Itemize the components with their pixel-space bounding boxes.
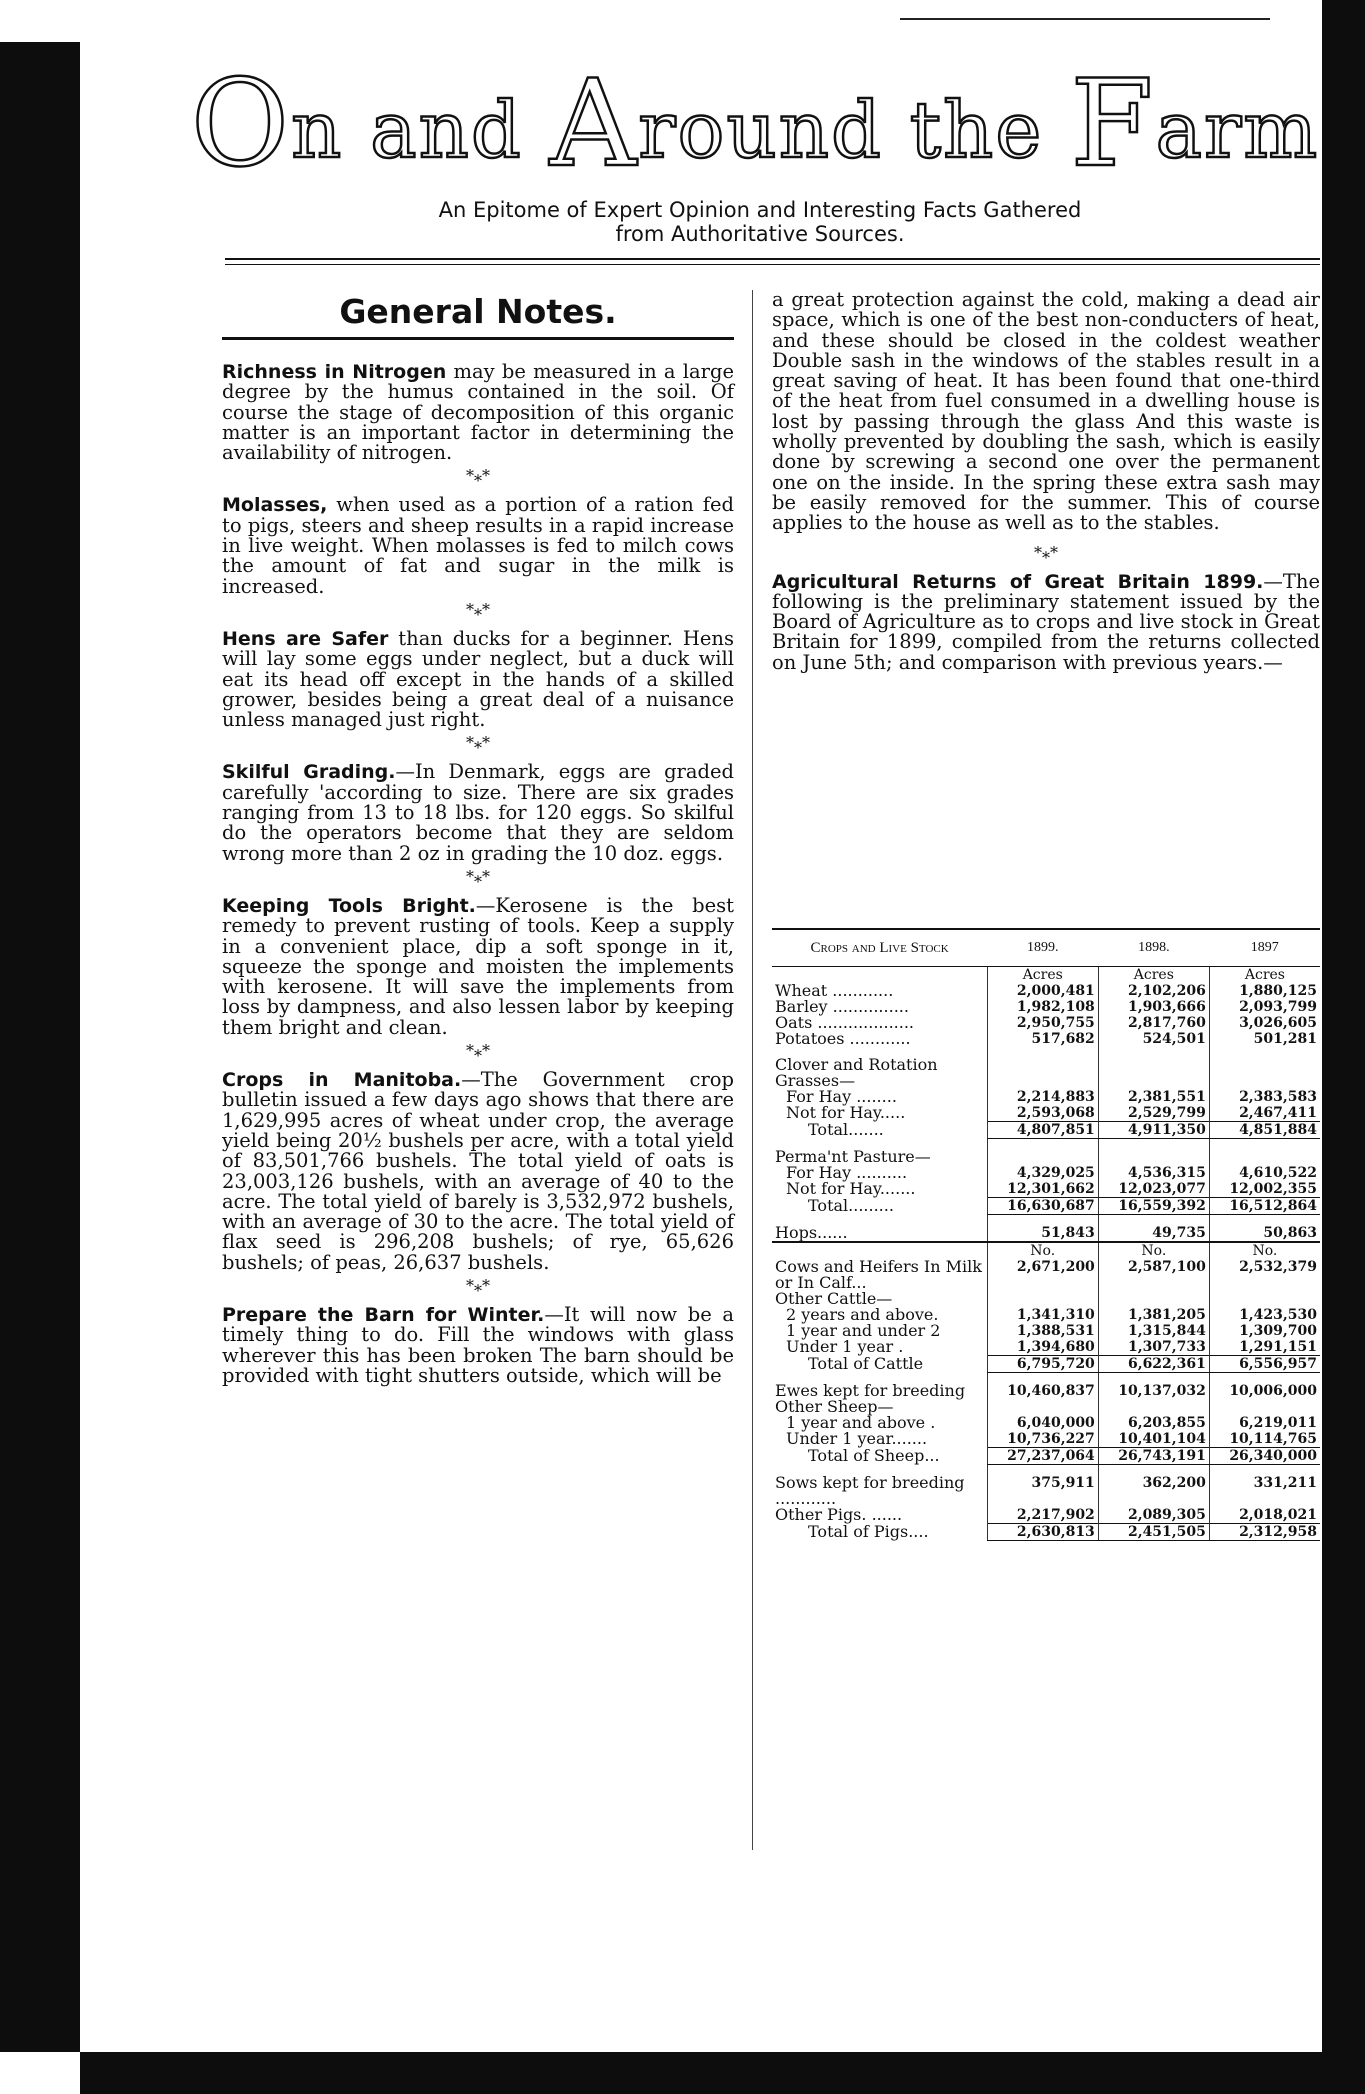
article-separator: *⁎* — [466, 1041, 490, 1061]
table-row — [772, 1198, 1320, 1215]
table-row-label: Hops...... — [772, 1225, 987, 1242]
table-cell: Acres — [987, 967, 1098, 984]
table-gap-cell — [1209, 1139, 1320, 1150]
table-row — [772, 1215, 1320, 1226]
table-cell: 517,682 — [987, 1031, 1098, 1047]
table-header-label: Crops and Live Stock — [772, 929, 987, 967]
table-row-label: For Hay ........ — [786, 1087, 897, 1106]
table-row — [772, 1448, 1320, 1465]
table-gap-cell — [1098, 1215, 1209, 1226]
table-row-label: Under 1 year . — [786, 1337, 904, 1356]
agri-returns-lead: Agricultural Returns of Great Britain 1899. — [772, 570, 1264, 593]
table-row — [772, 1524, 1320, 1541]
left-articles — [222, 362, 734, 1386]
table-row-label: For Hay .......... — [786, 1163, 908, 1182]
title-initial-o: O — [190, 55, 292, 194]
table-cell: 501,281 — [1209, 1031, 1320, 1047]
table-cell: 2,000,481 — [987, 983, 1098, 999]
table-gap-cell — [1098, 1047, 1209, 1057]
article-lead: Crops in Manitoba. — [222, 1069, 462, 1092]
table-cell: 6,795,720 — [987, 1356, 1098, 1373]
table-cell: 3,026,605 — [1209, 1015, 1320, 1031]
article-body: when used as a portion of a ration fed to pigs, steers and sheep results in a rapid increase in live weight. When molasses is fed to milch cows the amount of fat and sugar in the milk is increased. — [222, 493, 734, 598]
column-divider — [752, 290, 753, 1850]
agri-returns-body: —The following is the preliminary statement issued by the Board of Agriculture as to crops and live stock in Great Britain for 1899, compiled from the returns collected on June 5th; and comparison with previous years.— — [772, 569, 1320, 674]
table-row — [772, 1356, 1320, 1373]
table-row-label: Total of Pigs.... — [808, 1521, 929, 1541]
table-cell — [987, 1149, 1098, 1165]
table-cell: 1,423,530 — [1209, 1307, 1320, 1323]
table-row — [772, 1122, 1320, 1139]
table-cell: 10,460,837 — [987, 1383, 1098, 1399]
table-cell: 1,381,205 — [1098, 1307, 1209, 1323]
table-cell — [987, 1057, 1098, 1089]
article-5 — [222, 1070, 734, 1273]
table-cell — [1098, 1399, 1209, 1415]
table-cell: 6,219,011 — [1209, 1415, 1320, 1431]
table-cell: 26,340,000 — [1209, 1448, 1320, 1465]
table-cell: 51,843 — [987, 1225, 1098, 1242]
article-0 — [222, 362, 734, 463]
table-cell — [987, 1291, 1098, 1307]
article-separator: *⁎* — [1034, 542, 1058, 562]
table-gap-cell — [1209, 1047, 1320, 1057]
table-cell: 1,291,151 — [1209, 1339, 1320, 1356]
table-gap-cell — [987, 1373, 1098, 1384]
scan-border-bottom — [80, 2052, 1322, 2094]
table-row-label: 1 year and under 2 — [786, 1321, 941, 1340]
article-separator: *⁎* — [466, 599, 490, 619]
table-gap-cell — [987, 1047, 1098, 1057]
table-gap-cell — [1098, 1139, 1209, 1150]
masthead-rule-top — [225, 258, 1320, 260]
table-cell: 375,911 — [987, 1475, 1098, 1507]
table-cell — [987, 1399, 1098, 1415]
table-row-label: Other Cattle— — [775, 1289, 893, 1308]
table-cell: 6,622,361 — [1098, 1356, 1209, 1373]
table-gap-cell — [1209, 1215, 1320, 1226]
table-header-row — [772, 929, 1320, 967]
table-cell: 2,381,551 — [1098, 1089, 1209, 1105]
table-body — [772, 967, 1320, 1541]
article-body: may be measured in a large degree by the humus contained in the soil. Of course the stage of decomposition of this organic matter is an important factor in determining the availability of nitrogen. — [222, 360, 735, 465]
table-row-label: Barley ............... — [775, 997, 909, 1016]
table-cell: 2,102,206 — [1098, 983, 1209, 999]
article-lead: Keeping Tools Bright. — [222, 894, 476, 917]
table-row-label: Other Sheep— — [775, 1397, 894, 1416]
table-cell: 2,214,883 — [987, 1089, 1098, 1105]
agri-returns-table — [772, 928, 1320, 1541]
title-word-arm: arm — [1155, 86, 1320, 176]
table-cell: 12,002,355 — [1209, 1181, 1320, 1198]
table-header-1898: 1898. — [1098, 929, 1209, 967]
table-row-label: Cows and Heifers In Milk or In Calf... — [775, 1257, 982, 1292]
masthead-rule-bottom — [225, 264, 1320, 265]
table-cell: 6,556,957 — [1209, 1356, 1320, 1373]
table-row — [772, 1031, 1320, 1047]
scan-border-left — [0, 42, 80, 2052]
table-cell: 2,089,305 — [1098, 1507, 1209, 1524]
table-row-label: Wheat ............ — [775, 981, 894, 1000]
table-header-1897: 1897 — [1209, 929, 1320, 967]
table-cell: 2,467,411 — [1209, 1105, 1320, 1122]
table-row — [772, 1225, 1320, 1242]
table-cell: Acres — [1098, 967, 1209, 984]
table-cell: 16,630,687 — [987, 1198, 1098, 1215]
table-row-label: Total......... — [808, 1195, 894, 1215]
table-row-label: 1 year and above . — [786, 1413, 936, 1432]
table-cell: 49,735 — [1098, 1225, 1209, 1242]
table-row-label: Total of Cattle — [808, 1353, 924, 1373]
article-lead: Skilful Grading. — [222, 761, 396, 784]
article-6 — [222, 1302, 734, 1387]
table-cell — [1209, 1399, 1320, 1415]
table-cell: 16,512,864 — [1209, 1198, 1320, 1215]
table-cell: 4,851,884 — [1209, 1122, 1320, 1139]
article-body: —The Government crop bulletin issued a few days ago shows that there are 1,629,995 acres of wheat under crop, the average yield being 20½ bushels per acre, with a total yield of 83,501,766 bushels. The total yield of oats is 23,003,126 bushels, with an average of 40 to the acre. The total yield of barely is 3,532,972 bushels, with an average of 30 to the acre. The total yield of flax seed is 296,208 bushels; of rye, 65,626 bushels; of peas, 26,637 bushels. — [222, 1068, 734, 1274]
table-cell — [1209, 1149, 1320, 1165]
scan-top-line — [900, 18, 1270, 20]
table-row-label: 2 years and above. — [786, 1305, 939, 1324]
table-cell: 10,114,765 — [1209, 1431, 1320, 1448]
table-cell: 50,863 — [1209, 1225, 1320, 1242]
table-gap-cell — [987, 1215, 1098, 1226]
table-cell: 26,743,191 — [1098, 1448, 1209, 1465]
title-initial-a: A — [549, 55, 639, 194]
table-row — [772, 1259, 1320, 1291]
table-row — [772, 1057, 1320, 1089]
table-cell: 1,982,108 — [987, 999, 1098, 1015]
scan-border-right — [1322, 0, 1365, 2094]
table-header-1899: 1899. — [987, 929, 1098, 967]
article-separator: *⁎* — [466, 866, 490, 886]
table-cell: 27,237,064 — [987, 1448, 1098, 1465]
table-cell: 2,532,379 — [1209, 1259, 1320, 1291]
table-cell: 1,341,310 — [987, 1307, 1098, 1323]
table-cell: 6,040,000 — [987, 1415, 1098, 1431]
table-cell — [1098, 1149, 1209, 1165]
subtitle-line-1: An Epitome of Expert Opinion and Interesting Facts Gathered — [438, 198, 1082, 222]
article-separator: *⁎* — [466, 733, 490, 753]
table-cell: 10,137,032 — [1098, 1383, 1209, 1399]
table-cell: 1,394,680 — [987, 1339, 1098, 1356]
table-cell: 4,807,851 — [987, 1122, 1098, 1139]
table-row-label: Ewes kept for breeding — [775, 1381, 966, 1400]
right-column — [772, 290, 1320, 673]
table-cell: 2,671,200 — [987, 1259, 1098, 1291]
table-cell: 2,312,958 — [1209, 1524, 1320, 1541]
table-cell: 4,911,350 — [1098, 1122, 1209, 1139]
table-cell — [1209, 1057, 1320, 1089]
table-row-label: Perma'nt Pasture— — [775, 1147, 931, 1166]
table-row-label: Sows kept for breeding ............ — [775, 1473, 965, 1508]
table-cell: 2,950,755 — [987, 1015, 1098, 1031]
table-cell: 362,200 — [1098, 1475, 1209, 1507]
table-row-label: Total....... — [808, 1119, 884, 1139]
table-cell: No. — [987, 1242, 1098, 1259]
table-row-label: Potatoes ............ — [775, 1029, 911, 1048]
table-cell: 10,736,227 — [987, 1431, 1098, 1448]
article-lead: Molasses, — [222, 494, 328, 517]
title-word-n-and: n and — [291, 86, 550, 176]
article-body: than ducks for a beginner. Hens will lay some eggs under neglect, but a duck will eat its head off except in the hands of a skilled grower, besides being a great deal of a nuisance unless managed just right. — [222, 626, 734, 732]
table-gap-cell — [987, 1139, 1098, 1150]
title-word-round-the: round the — [638, 86, 1071, 176]
table-cell: 2,217,902 — [987, 1507, 1098, 1524]
table-row-label: Clover and Rotation Grasses— — [775, 1055, 938, 1090]
title-initial-f: F — [1070, 55, 1156, 194]
section-heading-rule — [222, 337, 734, 340]
article-3 — [222, 762, 734, 863]
table-cell: 12,301,662 — [987, 1181, 1098, 1198]
article-separator: *⁎* — [466, 466, 490, 486]
agri-returns-table-wrap — [772, 928, 1320, 1541]
table-row-label: Under 1 year....... — [786, 1429, 928, 1448]
table-cell: 10,006,000 — [1209, 1383, 1320, 1399]
table-cell — [1098, 1291, 1209, 1307]
agri-returns-article — [772, 569, 1320, 674]
table-gap-cell — [1209, 1465, 1320, 1476]
subtitle-line-2: from Authoritative Sources. — [615, 222, 905, 246]
table-cell: 1,309,700 — [1209, 1323, 1320, 1339]
table-cell: 4,610,522 — [1209, 1165, 1320, 1181]
article-lead: Hens are Safer — [222, 627, 389, 650]
table-cell: Acres — [1209, 967, 1320, 984]
table-row — [772, 1475, 1320, 1507]
article-4 — [222, 893, 734, 1039]
table-cell — [1209, 1291, 1320, 1307]
table-gap-cell — [1098, 1373, 1209, 1384]
table-cell: 1,903,666 — [1098, 999, 1209, 1015]
table-gap-cell — [1209, 1373, 1320, 1384]
article-2 — [222, 626, 734, 732]
table-cell — [1098, 1057, 1209, 1089]
table-row-label: Total of Sheep... — [808, 1445, 940, 1465]
table-cell: 2,018,021 — [1209, 1507, 1320, 1524]
table-cell: 1,315,844 — [1098, 1323, 1209, 1339]
article-1 — [222, 495, 734, 596]
table-cell: 524,501 — [1098, 1031, 1209, 1047]
table-cell: 16,559,392 — [1098, 1198, 1209, 1215]
table-cell: No. — [1098, 1242, 1209, 1259]
table-cell: 10,401,104 — [1098, 1431, 1209, 1448]
table-cell: 2,817,760 — [1098, 1015, 1209, 1031]
table-cell: 331,211 — [1209, 1475, 1320, 1507]
table-cell: 2,529,799 — [1098, 1105, 1209, 1122]
table-row-label: Oats ................... — [775, 1013, 915, 1032]
masthead — [190, 55, 1320, 210]
table-cell: 2,093,799 — [1209, 999, 1320, 1015]
article-separator: *⁎* — [466, 1275, 490, 1295]
article-body: —It will now be a timely thing to do. Fill the windows with glass wherever this has been broken The barn should be provided with tight shutters outside, which will be — [222, 1302, 734, 1387]
table-gap-cell — [987, 1465, 1098, 1476]
article-body: —Kerosene is the best remedy to prevent rusting of tools. Keep a supply in a convenient place, dip a soft sponge in it, squeeze the sponge and moisten the implements with kerosene. It will save the implements from loss by dampness, and also lessen labor by keeping them bright and clean. — [222, 893, 734, 1039]
table-cell: 4,329,025 — [987, 1165, 1098, 1181]
table-cell: 1,880,125 — [1209, 983, 1320, 999]
table-cell: 2,630,813 — [987, 1524, 1098, 1541]
table-cell: 12,023,077 — [1098, 1181, 1209, 1198]
section-heading: General Notes. — [339, 292, 617, 331]
article-lead: Richness in Nitrogen — [222, 361, 447, 383]
table-cell: No. — [1209, 1242, 1320, 1259]
barn-article-continuation: a great protection against the cold, making a dead air space, which is one of the best non-conducters of heat, and these should be closed in the coldest weather Double sash in the windows of the stables result in a great saving of heat. It has been found that one-third of the heat from fuel consumed in a dwelling house is lost by passing through the glass And this waste is wholly prevented by doubling the sash, which is easily done by screwing a second one over the permanent one on the inside. In the spring these extra sash may be easily removed for the summer. This of course applies to the house as well as to the stables. — [772, 288, 1320, 535]
table-row-label: Not for Hay....... — [786, 1179, 916, 1198]
table-cell: 6,203,855 — [1098, 1415, 1209, 1431]
masthead-title — [190, 55, 1320, 194]
table-cell: 2,451,505 — [1098, 1524, 1209, 1541]
article-body: —In Denmark, eggs are graded carefully 'according to size. There are six grades ranging from 13 to 18 lbs. for 120 eggs. So skilful do the operators become that they are seldom wrong more than 2 oz in grading the 10 doz. eggs. — [222, 760, 734, 865]
table-cell: 1,388,531 — [987, 1323, 1098, 1339]
left-column — [222, 290, 734, 1386]
table-gap-cell — [1098, 1465, 1209, 1476]
masthead-subtitle — [280, 198, 1240, 246]
table-cell: 4,536,315 — [1098, 1165, 1209, 1181]
table-cell: 2,593,068 — [987, 1105, 1098, 1122]
table-row-label: Not for Hay..... — [786, 1103, 906, 1122]
table-cell: 1,307,733 — [1098, 1339, 1209, 1356]
table-cell: 2,587,100 — [1098, 1259, 1209, 1291]
table-cell: 2,383,583 — [1209, 1089, 1320, 1105]
table-row-label: Other Pigs. ...... — [775, 1505, 903, 1524]
article-lead: Prepare the Barn for Winter. — [222, 1303, 545, 1326]
